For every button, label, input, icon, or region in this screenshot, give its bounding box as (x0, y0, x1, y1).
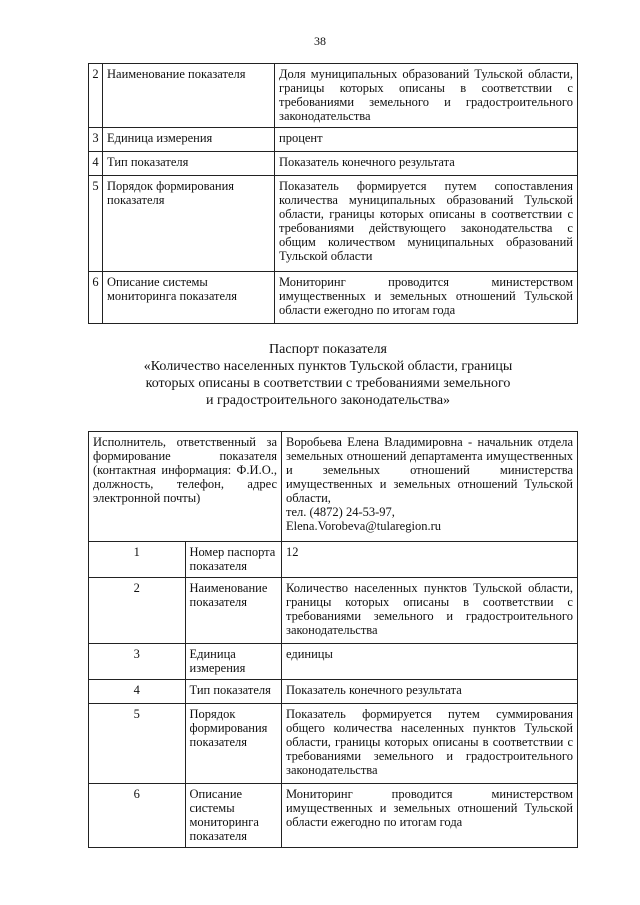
table-row (89, 176, 578, 272)
row-value: Показатель конечного результата (282, 680, 578, 704)
row-value: Показатель формируется путем сопоставления количества муниципальных образований Тульской области, границы которых описаны в соответствии с требованиями действующего законодательства с общим количеством муниципальных образований Тульской области (275, 176, 578, 272)
table-row (89, 784, 578, 848)
row-label: Тип показателя (185, 680, 282, 704)
passport-title-line: и градостроительного законодательства» (205, 393, 451, 408)
row-label: Номер паспорта показателя (185, 542, 282, 578)
row-label: Наименование показателя (185, 578, 282, 644)
row-value: Показатель формируется путем суммирования общего количества населенных пунктов Тульской области, границы которых описаны в соответствии с требованиями земельного и градостроительного законодательства (282, 704, 578, 784)
row-label: Порядок формирования показателя (185, 704, 282, 784)
row-number: 3 (89, 128, 103, 152)
indicator-passport-table (88, 431, 578, 848)
row-number: 6 (89, 784, 186, 848)
row-number: 6 (89, 272, 103, 324)
executor-email: Elena.Vorobeva@tularegion.ru (286, 519, 441, 533)
table-row (89, 64, 578, 128)
passport-title-line: Паспорт показателя (269, 342, 387, 357)
executor-row (89, 432, 578, 542)
row-label: Описание системы мониторинга показателя (103, 272, 275, 324)
row-label: Единица измерения (103, 128, 275, 152)
row-value: единицы (282, 644, 578, 680)
executor-phone: тел. (4872) 24-53-97, (286, 505, 395, 519)
table-row (89, 542, 578, 578)
executor-label: Исполнитель, ответственный за формирование показателя (контактная информация: Ф.И.О., должность, телефон, адрес электронной почты) (89, 432, 282, 542)
table-row (89, 152, 578, 176)
row-number: 5 (89, 176, 103, 272)
row-number: 5 (89, 704, 186, 784)
row-label: Наименование показателя (103, 64, 275, 128)
row-number: 4 (89, 680, 186, 704)
passport-title-line: которых описаны в соответствии с требованиями земельного (145, 376, 511, 391)
executor-name-position: Воробьева Елена Владимировна - начальник отдела земельных отношений департамента имущественных и земельных отношений министерства имущественных и земельных отношений Тульской области, (286, 435, 573, 505)
row-value: процент (275, 128, 578, 152)
indicator-table-continued (88, 63, 578, 324)
page-number: 38 (314, 34, 326, 48)
passport-title-line: «Количество населенных пунктов Тульской области, границы (143, 359, 513, 374)
row-label: Тип показателя (103, 152, 275, 176)
row-label: Описание системы мониторинга показателя (185, 784, 282, 848)
row-number: 3 (89, 644, 186, 680)
row-value: Мониторинг проводится министерством имущественных и земельных отношений Тульской области ежегодно по итогам года (275, 272, 578, 324)
row-label: Порядок формирования показателя (103, 176, 275, 272)
row-value: Доля муниципальных образований Тульской области, границы которых описаны в соответствии с требованиями земельного и градостроительного законодательства (275, 64, 578, 128)
row-value: 12 (282, 542, 578, 578)
row-value: Количество населенных пунктов Тульской области, границы которых описаны в соответствии с требованиями земельного и градостроительного законодательства (282, 578, 578, 644)
table-row (89, 272, 578, 324)
row-number: 2 (89, 64, 103, 128)
passport-title (100, 341, 556, 409)
row-value: Мониторинг проводится министерством имущественных и земельных отношений Тульской области ежегодно по итогам года (282, 784, 578, 848)
table-row (89, 704, 578, 784)
table-row (89, 680, 578, 704)
row-value: Показатель конечного результата (275, 152, 578, 176)
row-number: 1 (89, 542, 186, 578)
table-row (89, 644, 578, 680)
row-label: Единица измерения (185, 644, 282, 680)
row-number: 2 (89, 578, 186, 644)
table-row (89, 128, 578, 152)
executor-info (282, 432, 578, 542)
table-row (89, 578, 578, 644)
row-number: 4 (89, 152, 103, 176)
